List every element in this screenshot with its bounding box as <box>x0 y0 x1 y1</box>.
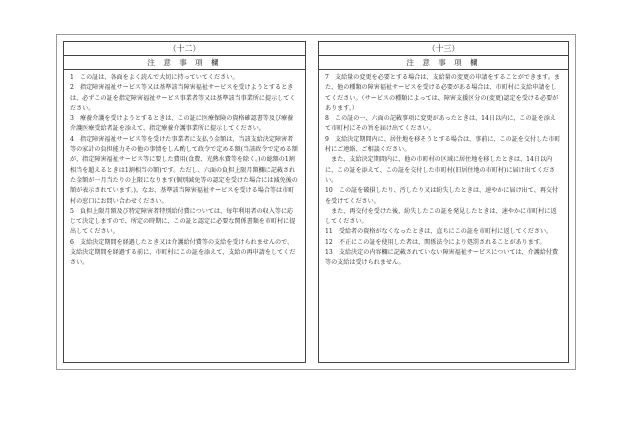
note-10: 10 この証を破損したり、汚したり又は紛失したときは、速やかに届け出て、再交付を受けてください。 <box>325 187 559 205</box>
notes-column-13 <box>318 41 569 363</box>
note-10-continued: また、再交付を受けた後、紛失したこの証を発見したときは、速やかに市町村に返してください。 <box>325 207 557 226</box>
note-2: 2 指定障害福祉サービス等又は基準該当障害福祉サービスを受けようとするときは、必ずこの証を指定障害福祉サービス事業者等又は基準該当事業所に提示してください。 <box>70 84 296 112</box>
note-4: 4 指定障害福祉サービス等を受けた事業者に支払う金額は、当該支給決定障害者等の家計の負担能力その他の事情をしん酌して政令で定める額(当該政令で定める額が、指定障害福祉サービス等に要した費用(食費、光熱水費等を除く。)の総額の1割相当を超えるときは1割相当の額)です。ただし、六面の負担上限月額欄に記載された金額が一月当たりの上限になります(個別減免等の認定を受けた場合には減免後の額が表示されています。)。なお、基準該当障害福祉サービスを受ける場合等は市町村の窓口にお問い合わせください。 <box>70 135 298 205</box>
certificate-page <box>56 34 576 370</box>
note-1: 1 この証は、各面をよく読んで大切に持っていてください。 <box>70 74 239 81</box>
column-number: （十三） <box>319 42 568 56</box>
notes-column-12 <box>63 41 306 363</box>
notes-body <box>64 70 305 269</box>
note-13: 13 支給決定の内容欄に記載されていない障害福祉サービスについては、介護給付費等の支給は受けられません。 <box>325 249 559 267</box>
note-3: 3 療養介護を受けようとするときは、この証に医療保険の資格確認書等及び療養介護医療受給者証を添えて、指定療養介護事業所に提示してください。 <box>70 115 294 133</box>
note-9: 9 支給決定期間内に、居住地を移そうとする場合は、事前に、この証を交付した市町村にご連絡、ご相談ください。 <box>325 135 561 154</box>
column-heading: 注 意 事 項 欄 <box>319 56 568 70</box>
column-number: （十二） <box>64 42 305 56</box>
note-11: 11 受給者の資格がなくなったときは、直ちにこの証を市町村に返してください。 <box>325 228 553 236</box>
note-12: 12 不正にこの証を使用した者は、関係法令により処罰されることがあります。 <box>325 238 546 246</box>
note-7: 7 支給量の変更を必要とする場合は、支給量の変更の申請をすることができます。また、他の種類の障害福祉サービスを受ける必要がある場合は、市町村に支給申請をしてください。（サービスの種類によっては、障害支援区分の(変更)認定を受ける必要があります。） <box>325 74 560 112</box>
note-8: 8 この証の一、六面の記載事項に変更があったときは、14日以内に、この証を添えて市町村にその旨を届け出てください。 <box>325 115 556 133</box>
column-heading: 注 意 事 項 欄 <box>64 56 305 70</box>
note-6: 6 支給決定期間を経過したとき又は介護給付費等の支給を受けられませんので、支給決定期間を経過する前に、市町村にこの証を添えて、支給の再申請をしてください。 <box>70 238 296 267</box>
note-5: 5 負担上限月額及び特定障害者特別給付費については、毎年利用者の収入等に応じて決定しますので、所定の時期に、この証と認定に必要な関係書類を市町村に提出してください。 <box>70 207 296 236</box>
notes-body <box>319 70 568 269</box>
note-9-continued: また、支給決定期間内に、他の市町村の区域に居住地を移したときは、14日以内に、この証を添えて、この証を交付した市町村(旧居住地の市町村)に届け出てください。 <box>325 156 556 184</box>
